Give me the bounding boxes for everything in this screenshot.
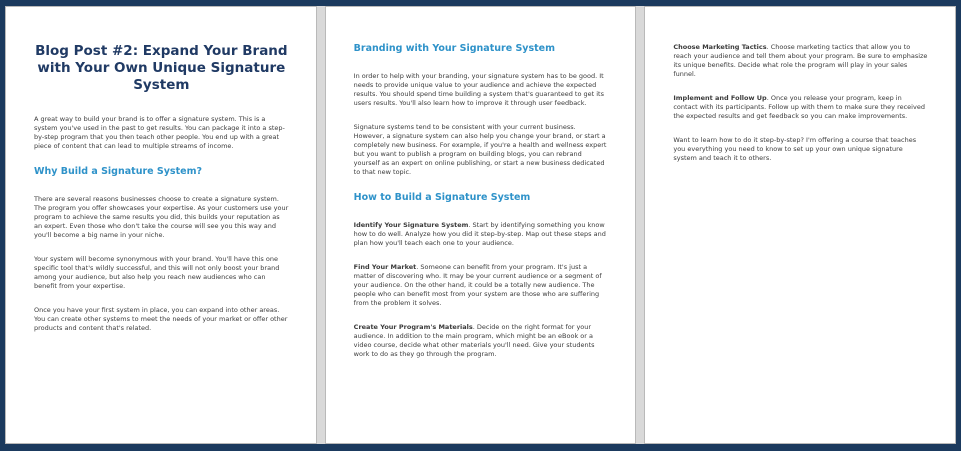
document-page-1 xyxy=(5,6,317,444)
paragraph xyxy=(673,94,928,121)
pages-row xyxy=(5,6,956,444)
paragraph: Once you have your first system in place, you can expand into other areas. You can create other systems to meet the needs of your market or offer other products and content that's related. xyxy=(34,306,288,332)
paragraph xyxy=(354,221,609,248)
paragraph-text: . Choose marketing tactics that allow you to reach your audience and tell them about your program. Be sure to emphasize its unique benefits. Decide what role the program will play in your sales funnel. xyxy=(673,43,928,78)
paragraph-lead-bold: Find Your Market xyxy=(353,263,417,271)
paragraph: Want to learn how to do it step-by-step? I'm offering a course that teaches you everything you need to know to set up your own unique signature system and teach it to others. xyxy=(673,136,917,162)
paragraph-text: . Decide on the right format for your audience. In addition to the main program, which might be an eBook or a video course, decide what other materials you'll need. Give your students work to do as they go through the program. xyxy=(353,323,595,358)
paragraph: There are several reasons businesses choose to create a signature system. The program you offer showcases your expertise. As your customers use your program to achieve the same results you did, this builds your reputation as an expert. Even those who don't take the course will see you this way and you'll become a big name in your niche. xyxy=(34,195,289,239)
paragraph-lead-bold: Implement and Follow Up xyxy=(673,94,767,102)
paragraph: In order to help with your branding, your signature system has to be good. It needs to provide unique value to your audience and achieve the expected results. You should spend time building a system that's guaranteed to get its users results. You'll also learn how to improve it through user feedback. xyxy=(353,72,604,107)
paragraph-text: . Start by identifying something you know how to do well. Analyze how you did it step-by-step. Map out these steps and plan how you'll teach each one to your audience. xyxy=(353,221,606,247)
section-heading: Why Build a Signature System? xyxy=(34,166,202,177)
paragraph-lead-bold: Create Your Program's Materials xyxy=(353,323,473,331)
paragraph: A great way to build your brand is to offer a signature system. This is a system you've used in the past to get results. You can package it into a step-by-step program that you then teach other people. You end up with a great piece of content that can lead to multiple streams of income. xyxy=(34,115,285,150)
paragraph-text: . Someone can benefit from your program. It's just a matter of discovering who. It may be your current audience or a segment of your audience. On the other hand, it could be a totally new audience. The people who can benefit most from your system are those who are suffering from the problem it solves. xyxy=(353,263,602,307)
section-heading: Branding with Your Signature System xyxy=(353,43,556,54)
paragraph-lead-bold: Choose Marketing Tactics xyxy=(673,43,767,51)
paragraph-text: . Once you release your program, keep in contact with its participants. Follow up with them to make sure they received the expected results and get feedback so you can make improvements. xyxy=(673,94,925,120)
paragraph: Signature systems tend to be consistent with your current business. However, a signature system can also help you change your brand, or start a completely new business. For example, if you're a health and wellness expert but you want to publish a program on building blogs, you can rebrand yourself as an expert on online publishing, or start a new business dedicated to that new topic. xyxy=(353,123,607,176)
paragraph xyxy=(673,43,928,79)
document-title: Blog Post #2: Expand Your Brand with Your Own Unique Signature System xyxy=(35,43,288,93)
paragraph xyxy=(354,263,609,308)
paragraph-lead-bold: Identify Your Signature System xyxy=(353,221,469,229)
document-page-3 xyxy=(644,6,956,444)
paragraph: Your system will become synonymous with your brand. You'll have this one specific tool that's wildly successful, and this will not only boost your brand among your audience, but also help you reach new audiences who can benefit from your expertise. xyxy=(34,255,280,290)
document-page-2 xyxy=(325,6,637,444)
paragraph xyxy=(354,323,609,359)
section-heading: How to Build a Signature System xyxy=(353,192,531,203)
